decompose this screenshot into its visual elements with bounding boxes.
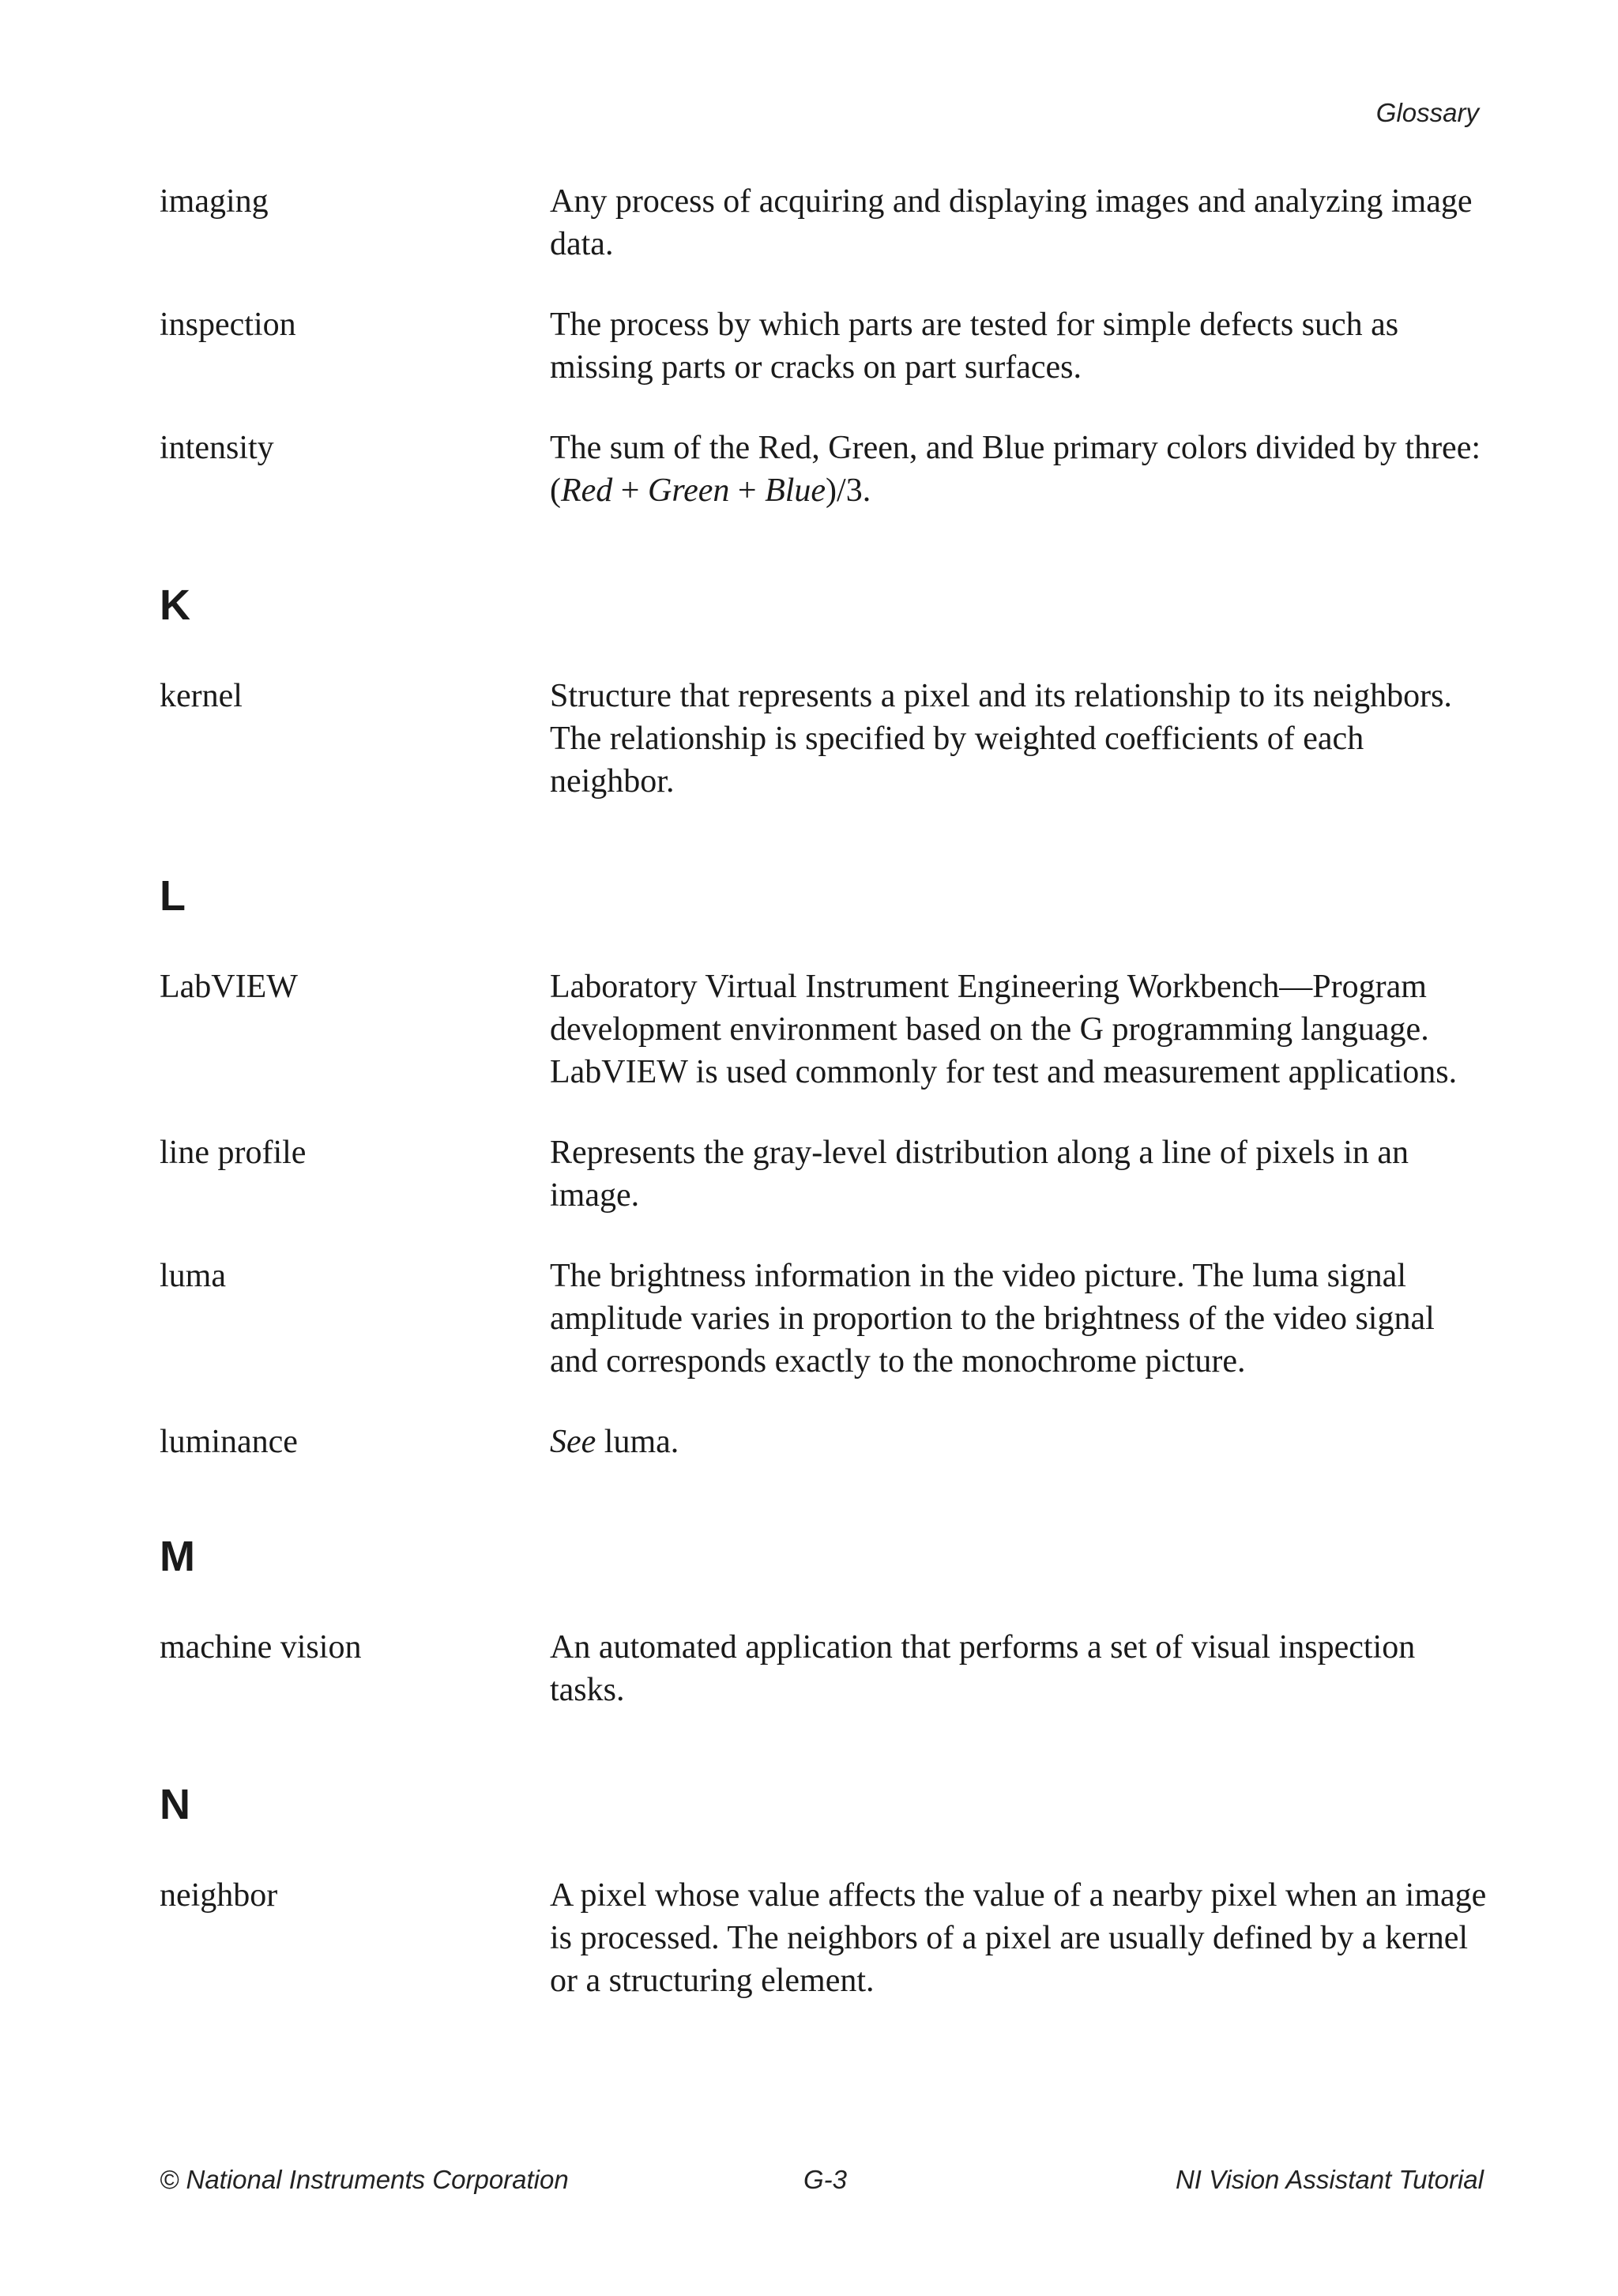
glossary-term: intensity [160,430,274,466]
glossary-definition: Structure that represents a pixel and its relationship to its neighbors. The relationship is specified by weighted coefficients of each neighbor. [550,678,1452,800]
glossary-term: inspection [160,307,296,343]
glossary-term: kernel [160,678,243,714]
section-heading-m: M [160,1533,195,1580]
glossary-term: luma [160,1258,226,1294]
glossary-definition: Laboratory Virtual Instrument Engineering Workbench—Program development environment based on the G programming language. LabVIEW is used commonly for test and measurement applications. [550,969,1458,1090]
glossary-term: LabVIEW [160,969,298,1005]
glossary-term: neighbor [160,1877,278,1914]
footer-copyright: © National Instruments Corporation [160,2165,569,2194]
glossary-definition: An automated application that performs a set of visual inspection tasks. [550,1629,1416,1708]
glossary-definition: A pixel whose value affects the value of a nearby pixel when an image is processed. The neighbors of a pixel are usually defined by a kernel or a structuring element. [550,1877,1487,1999]
glossary-term: machine vision [160,1629,362,1666]
glossary-entry-neighbor [160,1874,1487,2002]
glossary-entry-kernel [160,675,1487,803]
glossary-entry-intensity [160,427,1487,512]
glossary-entry-luminance [160,1421,1487,1463]
footer-document-title: NI Vision Assistant Tutorial [1175,2165,1484,2194]
see-reference-label: See [550,1424,596,1460]
glossary-entry-imaging [160,180,1487,265]
section-heading-n: N [160,1781,190,1828]
glossary-term: imaging [160,183,269,220]
glossary-entry-line-profile [160,1131,1487,1217]
running-head: Glossary [1375,98,1479,127]
glossary-definition: Represents the gray-level distribution along a line of pixels in an image. [550,1135,1409,1214]
formula-plus: + [612,472,648,509]
glossary-entry-machine-vision [160,1626,1487,1711]
glossary-term: line profile [160,1135,307,1171]
glossary-definition: Any process of acquiring and displaying images and analyzing image data. [550,183,1473,262]
section-heading-k: K [160,582,190,629]
glossary-entry-inspection [160,303,1487,389]
glossary-entry-labview [160,965,1487,1093]
formula-green: Green [647,472,730,509]
glossary-definition [550,427,1487,512]
formula-blue: Blue [765,472,826,509]
formula-plus: + [729,472,766,509]
page-number: G-3 [803,2165,848,2194]
glossary-entry-luma [160,1255,1487,1383]
formula-red: Red [561,472,613,509]
glossary-content [160,180,1487,2040]
definition-text: )/3. [826,472,871,509]
definition-text: The sum of the Red, Green, and Blue primary colors divided by three: ( [550,430,1481,509]
glossary-definition: The process by which parts are tested for simple defects such as missing parts or cracks on part surfaces. [550,307,1399,386]
glossary-term: luminance [160,1424,298,1460]
see-reference-target: luma. [596,1424,679,1460]
glossary-definition: The brightness information in the video picture. The luma signal amplitude varies in proportion to the brightness of the video signal and corresponds exactly to the monochrome picture. [550,1258,1435,1379]
glossary-definition [550,1421,1487,1463]
section-heading-l: L [160,872,186,920]
